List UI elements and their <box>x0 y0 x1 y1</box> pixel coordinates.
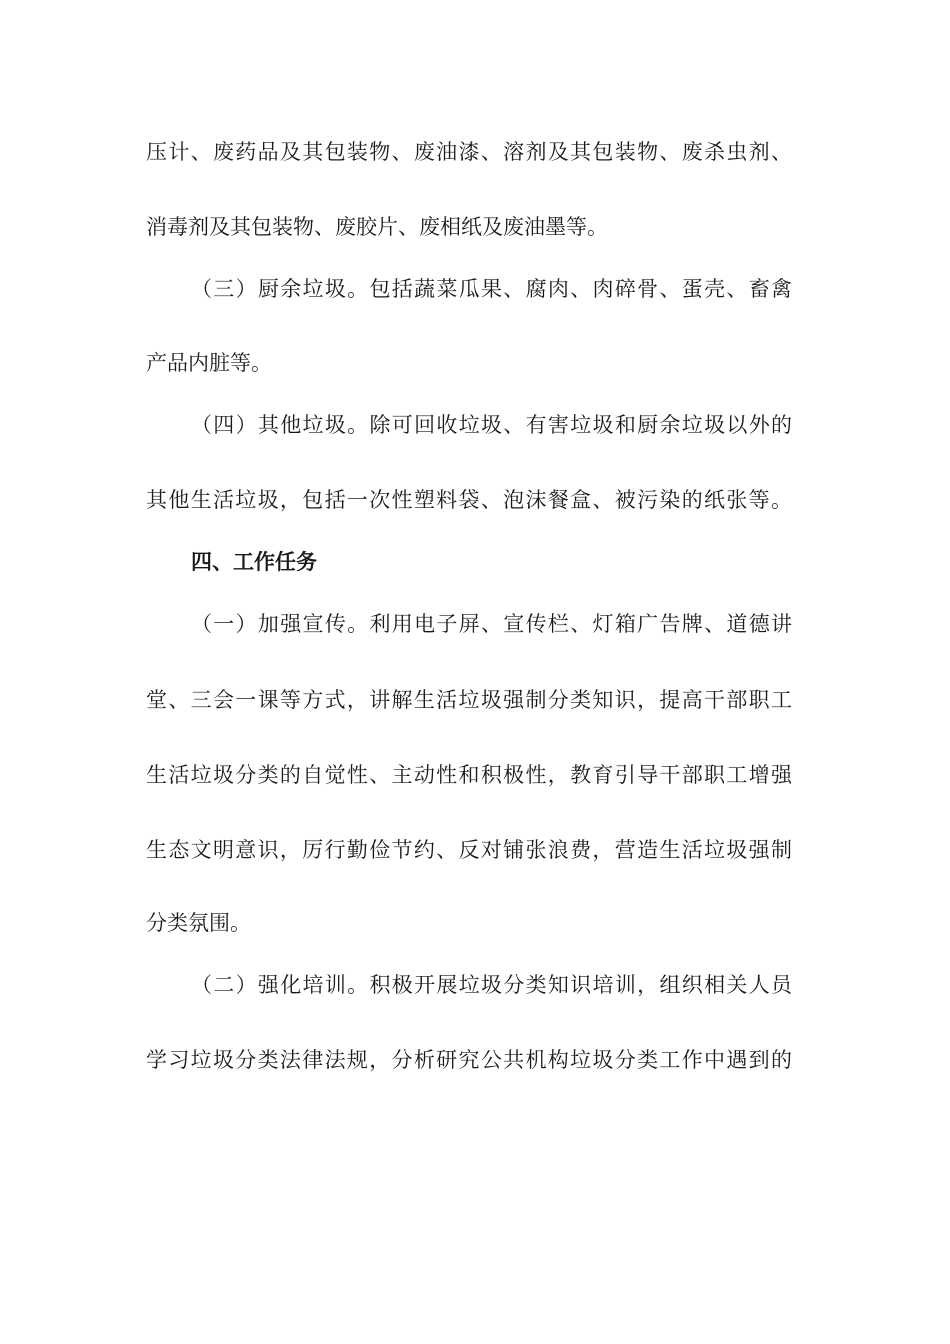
paragraph-line: 生态文明意识，厉行勤俭节约、反对铺张浪费，营造生活垃圾强制 <box>146 838 792 862</box>
paragraph-line: 消毒剂及其包装物、废胶片、废相纸及废油墨等。 <box>146 215 608 239</box>
paragraph-line: 产品内脏等。 <box>146 351 272 375</box>
paragraph-line: 压计、废药品及其包装物、废油漆、溶剂及其包装物、废杀虫剂、 <box>146 140 792 164</box>
paragraph-line: 生活垃圾分类的自觉性、主动性和积极性，教育引导干部职工增强 <box>146 763 792 787</box>
paragraph-line: （二）强化培训。积极开展垃圾分类知识培训，组织相关人员 <box>191 973 792 997</box>
paragraph-line: （四）其他垃圾。除可回收垃圾、有害垃圾和厨余垃圾以外的 <box>191 413 792 437</box>
paragraph-line: （一）加强宣传。利用电子屏、宣传栏、灯箱广告牌、道德讲 <box>191 612 792 636</box>
paragraph-line: 分类氛围。 <box>146 911 251 935</box>
paragraph-line: 堂、三会一课等方式，讲解生活垃圾强制分类知识，提高干部职工 <box>146 688 792 712</box>
section-heading: 四、工作任务 <box>191 550 317 574</box>
paragraph-line: 其他生活垃圾，包括一次性塑料袋、泡沫餐盒、被污染的纸张等。 <box>146 488 792 512</box>
paragraph-line: （三）厨余垃圾。包括蔬菜瓜果、腐肉、肉碎骨、蛋壳、畜禽 <box>191 277 792 301</box>
paragraph-line: 学习垃圾分类法律法规，分析研究公共机构垃圾分类工作中遇到的 <box>146 1048 792 1072</box>
